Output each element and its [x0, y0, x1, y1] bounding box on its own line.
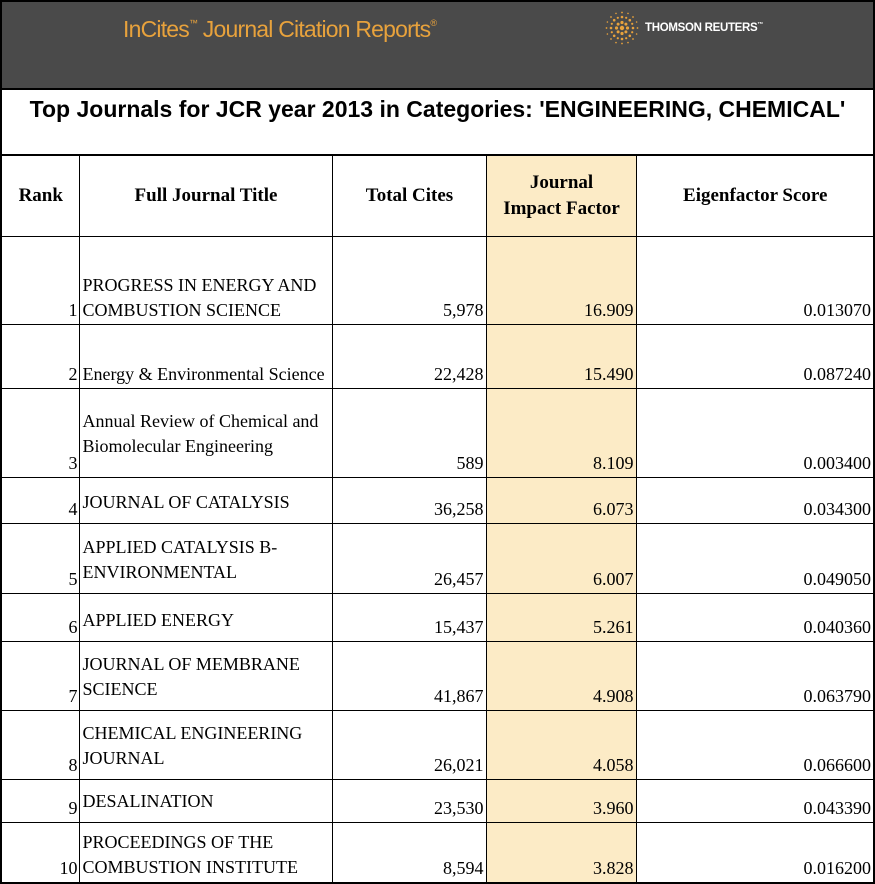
table-row	[2, 823, 873, 883]
cell-journal-title[interactable]: Annual Review of Chemical and Biomolecular Engineering	[79, 389, 332, 478]
table-row	[2, 780, 873, 823]
cell-rank: 6	[2, 594, 79, 642]
thomson-reuters-logo-icon	[604, 10, 640, 46]
header-journal-impact-factor[interactable]	[486, 156, 636, 237]
cell-rank: 1	[2, 237, 79, 325]
header-eigenfactor-score[interactable]: Eigenfactor Score	[636, 156, 873, 237]
brand-jcr: Journal Citation Reports	[197, 16, 431, 42]
header-banner	[2, 2, 873, 88]
table-row	[2, 478, 873, 524]
thomson-reuters-brand[interactable]	[604, 10, 763, 46]
cell-eigenfactor: 0.043390	[636, 780, 873, 823]
cell-impact-factor: 6.073	[486, 478, 636, 524]
cell-journal-title[interactable]: CHEMICAL ENGINEERING JOURNAL	[79, 711, 332, 780]
table-row	[2, 237, 873, 325]
cell-total-cites: 5,978	[332, 237, 486, 325]
cell-journal-title[interactable]: APPLIED CATALYSIS B-ENVIRONMENTAL	[79, 524, 332, 594]
brand-reg: ®	[430, 18, 437, 28]
header-full-journal-title[interactable]: Full Journal Title	[79, 156, 332, 237]
cell-total-cites: 15,437	[332, 594, 486, 642]
incites-jcr-logo[interactable]	[123, 16, 436, 43]
brand-thomson-reuters	[645, 22, 763, 34]
cell-rank: 5	[2, 524, 79, 594]
cell-journal-title[interactable]: PROCEEDINGS OF THE COMBUSTION INSTITUTE	[79, 823, 332, 883]
cell-rank: 7	[2, 642, 79, 711]
cell-journal-title[interactable]: DESALINATION	[79, 780, 332, 823]
header-jif-line1: Journal	[529, 172, 594, 193]
cell-journal-title[interactable]: APPLIED ENERGY	[79, 594, 332, 642]
cell-impact-factor: 6.007	[486, 524, 636, 594]
cell-impact-factor: 16.909	[486, 237, 636, 325]
table-row	[2, 711, 873, 780]
cell-total-cites: 26,021	[332, 711, 486, 780]
cell-eigenfactor: 0.013070	[636, 237, 873, 325]
cell-eigenfactor: 0.087240	[636, 325, 873, 389]
cell-total-cites: 36,258	[332, 478, 486, 524]
cell-total-cites: 8,594	[332, 823, 486, 883]
cell-rank: 2	[2, 325, 79, 389]
cell-journal-title[interactable]: JOURNAL OF CATALYSIS	[79, 478, 332, 524]
cell-total-cites: 23,530	[332, 780, 486, 823]
cell-eigenfactor: 0.034300	[636, 478, 873, 524]
cell-journal-title[interactable]: JOURNAL OF MEMBRANE SCIENCE	[79, 642, 332, 711]
cell-rank: 9	[2, 780, 79, 823]
cell-total-cites: 22,428	[332, 325, 486, 389]
table-row	[2, 524, 873, 594]
cell-total-cites: 41,867	[332, 642, 486, 711]
header-total-cites[interactable]: Total Cites	[332, 156, 486, 237]
brand-tr-text: THOMSON REUTERS	[645, 22, 758, 34]
cell-impact-factor: 3.828	[486, 823, 636, 883]
page-title: Top Journals for JCR year 2013 in Categories: 'ENGINEERING, CHEMICAL'	[2, 88, 873, 156]
cell-eigenfactor: 0.049050	[636, 524, 873, 594]
cell-impact-factor: 3.960	[486, 780, 636, 823]
cell-journal-title[interactable]: Energy & Environmental Science	[79, 325, 332, 389]
cell-rank: 4	[2, 478, 79, 524]
cell-impact-factor: 5.261	[486, 594, 636, 642]
table-row	[2, 389, 873, 478]
cell-impact-factor: 4.908	[486, 642, 636, 711]
cell-impact-factor: 8.109	[486, 389, 636, 478]
table-row	[2, 642, 873, 711]
cell-eigenfactor: 0.066600	[636, 711, 873, 780]
table-header-row	[2, 156, 873, 237]
cell-impact-factor: 15.490	[486, 325, 636, 389]
header-jif-line2: Impact Factor	[503, 198, 620, 219]
cell-journal-title[interactable]: PROGRESS IN ENERGY AND COMBUSTION SCIENCE	[79, 237, 332, 325]
cell-eigenfactor: 0.040360	[636, 594, 873, 642]
table-row	[2, 594, 873, 642]
table-row	[2, 325, 873, 389]
cell-rank: 3	[2, 389, 79, 478]
cell-impact-factor: 4.058	[486, 711, 636, 780]
brand-tm: ™	[188, 18, 198, 28]
brand-incites: InCites	[123, 16, 189, 42]
cell-total-cites: 26,457	[332, 524, 486, 594]
cell-rank: 10	[2, 823, 79, 883]
cell-eigenfactor: 0.063790	[636, 642, 873, 711]
cell-rank: 8	[2, 711, 79, 780]
cell-eigenfactor: 0.003400	[636, 389, 873, 478]
journal-table	[2, 156, 873, 883]
cell-eigenfactor: 0.016200	[636, 823, 873, 883]
header-rank[interactable]: Rank	[2, 156, 79, 237]
brand-tr-tm: ™	[757, 22, 764, 29]
cell-total-cites: 589	[332, 389, 486, 478]
